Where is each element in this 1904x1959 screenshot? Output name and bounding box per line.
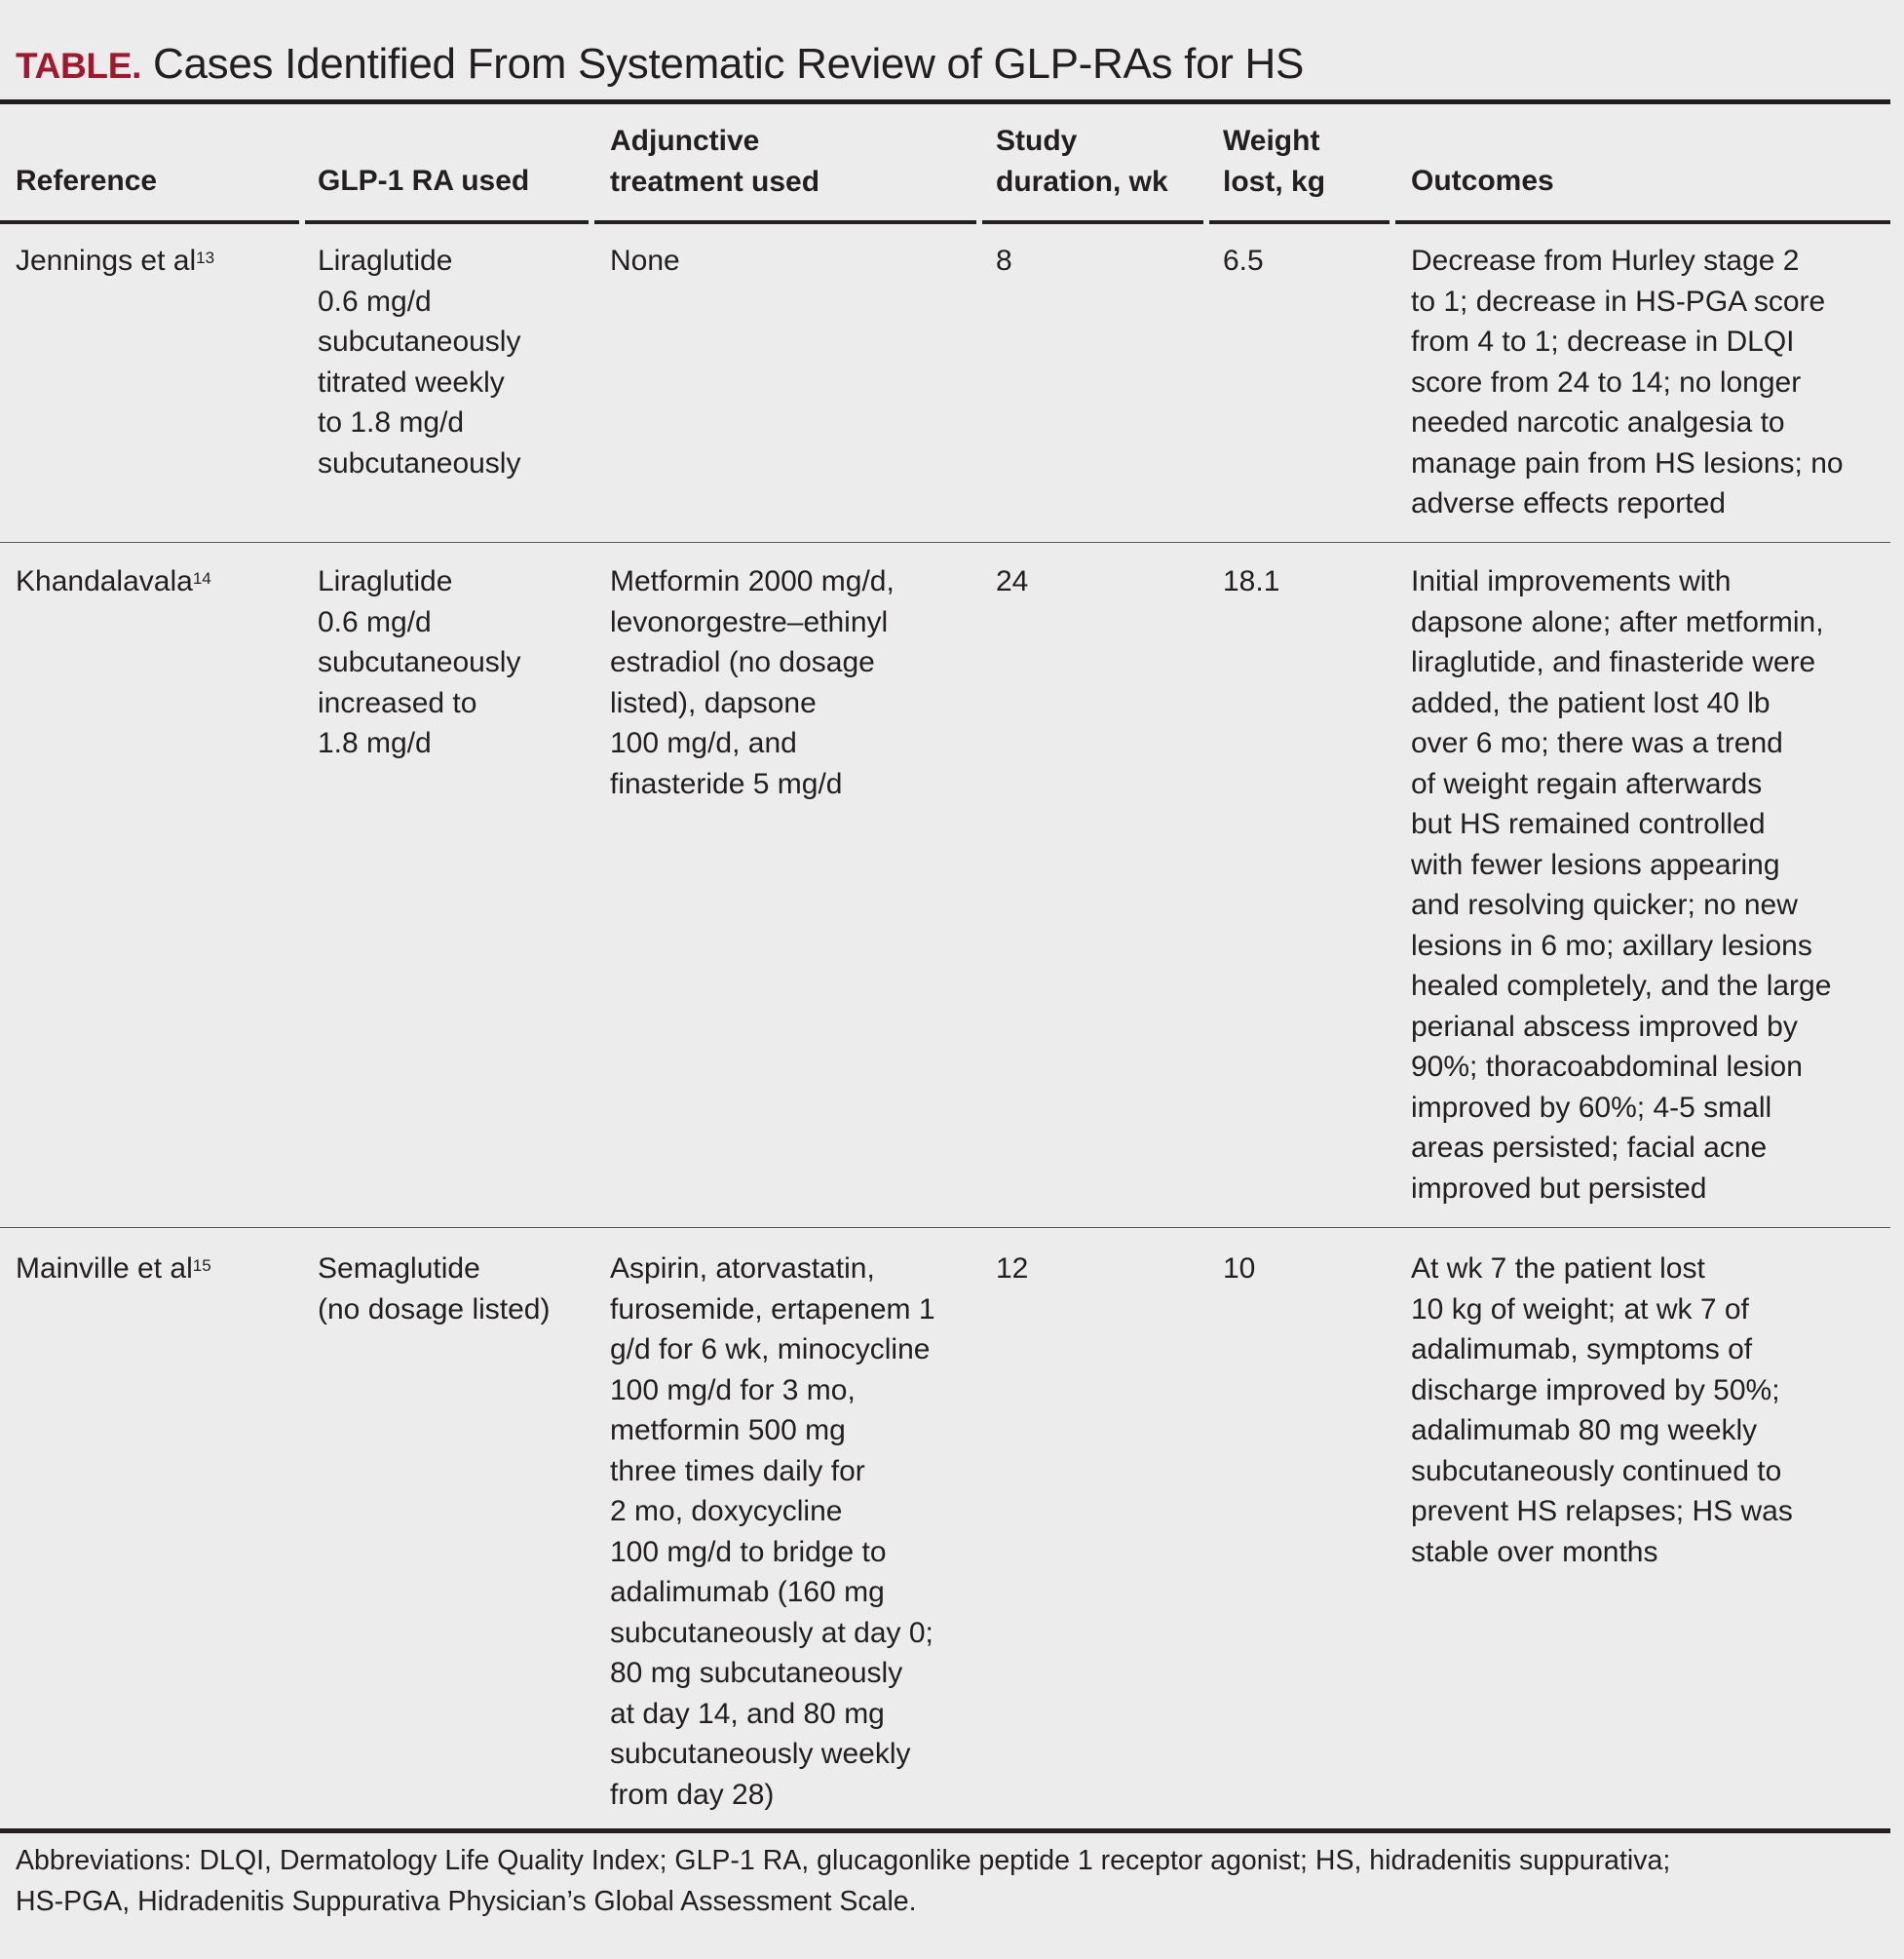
table-title [16, 35, 1304, 96]
reference-text: Mainville et al [16, 1252, 193, 1285]
row-2-reference [16, 561, 211, 602]
header-adjunctive: Adjunctive treatment used [610, 125, 820, 198]
citation-superscript: 14 [192, 569, 211, 588]
header-reference: Reference [16, 165, 158, 197]
column-gap [299, 220, 305, 224]
row-1-glp1: Liraglutide 0.6 mg/d subcutaneously titrated weekly to 1.8 mg/d subcutaneously [318, 245, 521, 480]
column-gap [589, 220, 594, 224]
row-1-outcomes: Decrease from Hurley stage 2 to 1; decrease in HS-PGA score from 4 to 1; decrease in DLQI score from 24 to 14; no longer needed narcotic analgesia to manage pain from HS lesions; no adverse effects reported [1411, 245, 1844, 519]
row-3-outcomes: At wk 7 the patient lost 10 kg of weight; at wk 7 of adalimumab, symptoms of discharge improved by 50%; adalimumab 80 mg weekly subcutaneously continued to prevent HS relapses; HS was stable over months [1411, 1252, 1793, 1568]
header-rule [0, 220, 1890, 224]
top-rule [0, 99, 1890, 104]
row-1-weight: 6.5 [1223, 245, 1264, 277]
row-divider [0, 1227, 1890, 1228]
row-3-adjunctive: Aspirin, atorvastatin, furosemide, ertapenem 1 g/d for 6 wk, minocycline 100 mg/d for 3 mo, metformin 500 mg three times daily for 2 mo, doxycycline 100 mg/d to bridge to adalimumab (160 mg subcutaneously at day 0; 80 mg subcutaneously at day 14, and 80 mg subcutaneously weekly from day 28) [610, 1252, 935, 1811]
row-1-adjunctive: None [610, 245, 680, 277]
table-title-text: Cases Identified From Systematic Review of GLP-RAs for HS [153, 40, 1305, 88]
reference-text: Khandalavala [16, 565, 193, 597]
row-divider [0, 542, 1890, 543]
column-gap [976, 220, 982, 224]
citation-superscript: 13 [196, 249, 215, 267]
row-1-reference [16, 241, 214, 282]
row-3-reference [16, 1248, 211, 1289]
column-gap [1390, 220, 1395, 224]
row-1-duration: 8 [996, 245, 1012, 277]
table-label: TABLE. [16, 46, 142, 86]
table-footnote: Abbreviations: DLQI, Dermatology Life Quality Index; GLP-1 RA, glucagonlike peptide 1 receptor agonist; HS, hidradenitis suppurativa; HS-PGA, Hidradenitis Suppurativa Physician’s Global Assessment Scale. [16, 1845, 1671, 1917]
row-2-duration: 24 [996, 565, 1029, 597]
row-3-glp1: Semaglutide (no dosage listed) [318, 1252, 551, 1325]
row-2-weight: 18.1 [1223, 565, 1280, 597]
reference-text: Jennings et al [16, 245, 197, 277]
row-2-outcomes: Initial improvements with dapsone alone; after metformin, liraglutide, and finasteride were added, the patient lost 40 lb over 6 mo; there was a trend of weight regain afterwards but HS remained controlled with fewer lesions appearing and resolving quicker; no new lesions in 6 mo; axillary lesions healed completely, and the large perianal abscess improved by 90%; thoracoabdominal lesion improved by 60%; 4-5 small areas persisted; facial acne improved but persisted [1411, 565, 1832, 1205]
row-3-duration: 12 [996, 1252, 1029, 1285]
header-outcomes: Outcomes [1411, 165, 1554, 197]
row-2-glp1: Liraglutide 0.6 mg/d subcutaneously increased to 1.8 mg/d [318, 565, 521, 759]
header-weight: Weight lost, kg [1223, 125, 1326, 198]
column-gap [1203, 220, 1209, 224]
header-glp1: GLP-1 RA used [318, 165, 530, 197]
row-3-weight: 10 [1223, 1252, 1256, 1285]
header-duration: Study duration, wk [996, 125, 1168, 198]
citation-superscript: 15 [192, 1256, 211, 1275]
row-2-adjunctive: Metformin 2000 mg/d, levonorgestre–ethinyl estradiol (no dosage listed), dapsone 100 mg/d, and finasteride 5 mg/d [610, 565, 895, 800]
bottom-rule [0, 1828, 1890, 1833]
